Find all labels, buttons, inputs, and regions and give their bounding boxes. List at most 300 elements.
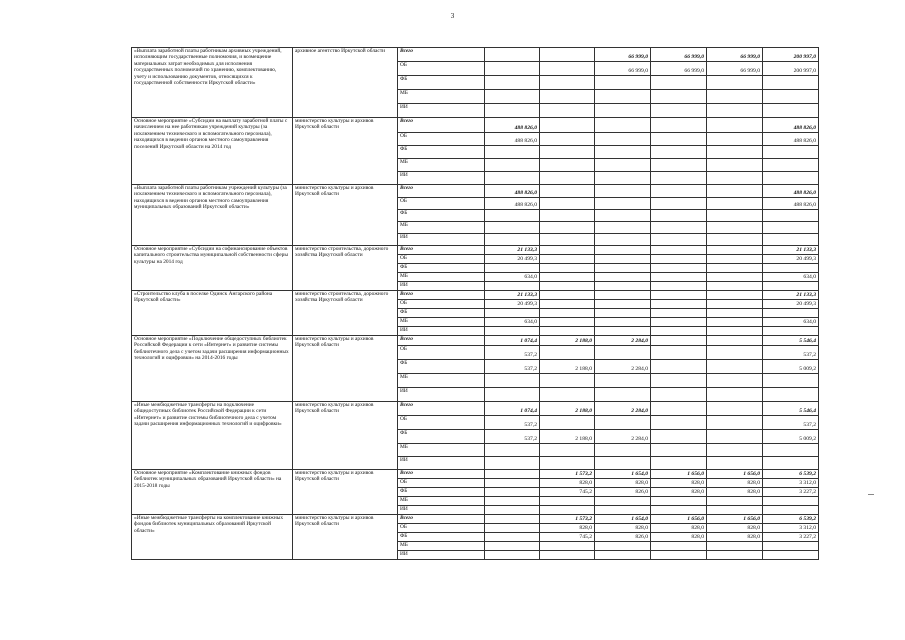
table-row	[132, 118, 819, 133]
amount-cell	[595, 388, 651, 402]
amount-cell	[707, 104, 763, 118]
amount-cell	[651, 222, 707, 234]
funding-source: Всего	[398, 336, 485, 346]
amount-cell: 3 312,0	[763, 524, 819, 533]
amount-cell	[763, 551, 819, 560]
amount-cell	[540, 90, 595, 104]
amount-cell: 828,0	[540, 479, 595, 488]
executor: министерство строительства, дорожного хозяйства Иркутской области	[293, 246, 398, 291]
amount-cell	[485, 210, 540, 222]
amount-cell: 3 227,2	[763, 533, 819, 542]
amount-cell: 828,0	[651, 533, 707, 542]
amount-cell	[595, 497, 651, 506]
amount-cell	[763, 222, 819, 234]
amount-cell	[707, 133, 763, 146]
funding-source: МБ	[398, 542, 485, 551]
amount-cell	[595, 542, 651, 551]
amount-cell	[651, 118, 707, 133]
budget-table	[131, 47, 819, 560]
funding-source: МБ	[398, 222, 485, 234]
funding-source: ОБ	[398, 416, 485, 430]
amount-cell: 537,2	[763, 346, 819, 360]
amount-cell	[485, 62, 540, 76]
amount-cell	[651, 444, 707, 457]
amount-cell	[540, 255, 595, 264]
amount-cell	[763, 146, 819, 159]
amount-cell	[485, 264, 540, 273]
amount-cell	[595, 198, 651, 210]
funding-source: МБ	[398, 273, 485, 282]
amount-cell: 21 133,3	[763, 291, 819, 300]
amount-cell	[485, 282, 540, 291]
funding-source: ОБ	[398, 524, 485, 533]
amount-cell: 745,2	[540, 533, 595, 542]
amount-cell	[595, 222, 651, 234]
funding-source: ОБ	[398, 133, 485, 146]
amount-cell: 66 999,0	[595, 48, 651, 62]
funding-source: ФБ	[398, 210, 485, 222]
amount-cell	[707, 497, 763, 506]
amount-cell	[595, 246, 651, 255]
amount-cell	[540, 159, 595, 172]
activity-name: «Иные межбюджетные трансферты на комплектование книжных фондов библиотек муниципальных образований Иркутской области»	[132, 515, 293, 560]
amount-cell	[485, 551, 540, 560]
amount-cell	[651, 551, 707, 560]
amount-cell	[707, 198, 763, 210]
funding-source: ФБ	[398, 146, 485, 159]
funding-source: ФБ	[398, 309, 485, 318]
amount-cell	[485, 172, 540, 185]
amount-cell: 488 826,0	[485, 118, 540, 133]
amount-cell	[707, 542, 763, 551]
amount-cell	[651, 506, 707, 515]
amount-cell	[651, 457, 707, 470]
amount-cell	[651, 255, 707, 264]
amount-cell	[595, 506, 651, 515]
amount-cell: 1 074,4	[485, 336, 540, 346]
amount-cell	[540, 291, 595, 300]
executor: министерство культуры и архивов Иркутской области	[293, 336, 398, 402]
funding-source: ИИ	[398, 234, 485, 246]
amount-cell	[763, 282, 819, 291]
executor: министерство культуры и архивов Иркутской области	[293, 515, 398, 560]
amount-cell	[707, 346, 763, 360]
amount-cell: 5 546,4	[763, 336, 819, 346]
amount-cell	[485, 470, 540, 479]
funding-source: МБ	[398, 90, 485, 104]
amount-cell: 21 133,3	[485, 291, 540, 300]
amount-cell: 1 656,0	[707, 470, 763, 479]
amount-cell: 6 539,2	[763, 470, 819, 479]
amount-cell	[540, 234, 595, 246]
amount-cell	[651, 416, 707, 430]
amount-cell	[651, 146, 707, 159]
funding-source: ИИ	[398, 388, 485, 402]
funding-source: Всего	[398, 470, 485, 479]
amount-cell	[540, 76, 595, 90]
amount-cell	[707, 444, 763, 457]
table-row	[132, 470, 819, 479]
amount-cell	[707, 172, 763, 185]
amount-cell	[540, 185, 595, 198]
amount-cell	[707, 336, 763, 346]
amount-cell	[651, 402, 707, 416]
amount-cell	[763, 172, 819, 185]
amount-cell: 537,2	[485, 346, 540, 360]
funding-source: Всего	[398, 515, 485, 524]
amount-cell	[707, 282, 763, 291]
amount-cell: 2 284,0	[595, 402, 651, 416]
amount-cell	[485, 497, 540, 506]
funding-source: ОБ	[398, 300, 485, 309]
amount-cell	[707, 402, 763, 416]
amount-cell	[763, 90, 819, 104]
amount-cell	[651, 374, 707, 388]
amount-cell: 200 997,0	[763, 62, 819, 76]
amount-cell: 20 499,3	[763, 255, 819, 264]
funding-source: МБ	[398, 318, 485, 327]
amount-cell	[707, 146, 763, 159]
funding-source: МБ	[398, 497, 485, 506]
amount-cell	[485, 104, 540, 118]
funding-source: МБ	[398, 444, 485, 457]
amount-cell	[763, 497, 819, 506]
amount-cell	[540, 444, 595, 457]
amount-cell: 828,0	[651, 524, 707, 533]
amount-cell: 1 654,0	[595, 515, 651, 524]
amount-cell	[540, 318, 595, 327]
amount-cell: 21 133,3	[485, 246, 540, 255]
funding-source: Всего	[398, 402, 485, 416]
amount-cell	[651, 234, 707, 246]
amount-cell	[540, 346, 595, 360]
amount-cell: 5 009,2	[763, 430, 819, 444]
amount-cell: 488 826,0	[763, 185, 819, 198]
amount-cell	[707, 309, 763, 318]
amount-cell	[485, 327, 540, 336]
amount-cell	[763, 374, 819, 388]
amount-cell	[707, 255, 763, 264]
amount-cell: 488 826,0	[763, 118, 819, 133]
amount-cell	[651, 336, 707, 346]
amount-cell: 537,2	[485, 416, 540, 430]
amount-cell: 828,0	[707, 524, 763, 533]
amount-cell	[763, 444, 819, 457]
amount-cell: 537,2	[485, 430, 540, 444]
amount-cell	[707, 360, 763, 374]
amount-cell: 1 573,2	[540, 515, 595, 524]
amount-cell	[707, 273, 763, 282]
amount-cell: 2 188,0	[540, 336, 595, 346]
amount-cell	[540, 222, 595, 234]
amount-cell	[707, 374, 763, 388]
activity-name: Основное мероприятие «Подключение общедоступных библиотек Российской Федерации к сети «Интернет» и развитие системы библиотечного дела с учетом задачи расширения информационных технологий и оцифровки» на 2014-2016 годы	[132, 336, 293, 402]
amount-cell	[651, 291, 707, 300]
amount-cell	[540, 48, 595, 62]
amount-cell	[540, 246, 595, 255]
amount-cell	[763, 76, 819, 90]
amount-cell	[707, 90, 763, 104]
amount-cell: 5 009,2	[763, 360, 819, 374]
amount-cell: 1 573,2	[540, 470, 595, 479]
activity-name: Основное мероприятие «Субсидии на выплату заработной платы с начислением на нее работникам учреждений культуры (за исключением технического и вспомогательного персонала), находящихся в ведении органов местного самоуправления поселений Иркутской области на 2014 год	[132, 118, 293, 185]
amount-cell	[651, 300, 707, 309]
funding-source: ФБ	[398, 76, 485, 90]
amount-cell	[595, 416, 651, 430]
amount-cell	[707, 234, 763, 246]
amount-cell	[763, 159, 819, 172]
amount-cell	[707, 416, 763, 430]
amount-cell: 2 188,0	[540, 402, 595, 416]
amount-cell	[540, 457, 595, 470]
table-row	[132, 246, 819, 255]
amount-cell: 828,0	[651, 488, 707, 497]
amount-cell: 2 284,0	[595, 360, 651, 374]
amount-cell	[595, 234, 651, 246]
amount-cell	[540, 497, 595, 506]
funding-source: ИИ	[398, 104, 485, 118]
amount-cell	[651, 309, 707, 318]
amount-cell	[485, 222, 540, 234]
amount-cell: 488 826,0	[763, 133, 819, 146]
amount-cell	[651, 497, 707, 506]
amount-cell	[485, 146, 540, 159]
activity-name: Основное мероприятие «Комплектование книжных фондов библиотек муниципальных образований Иркутской области» на 2015-2018 годы	[132, 470, 293, 515]
amount-cell	[763, 104, 819, 118]
amount-cell	[595, 146, 651, 159]
amount-cell	[651, 430, 707, 444]
amount-cell	[595, 273, 651, 282]
funding-source: ИИ	[398, 506, 485, 515]
amount-cell: 2 284,0	[595, 430, 651, 444]
amount-cell: 488 826,0	[485, 198, 540, 210]
funding-source: ИИ	[398, 551, 485, 560]
amount-cell	[540, 133, 595, 146]
amount-cell	[540, 388, 595, 402]
amount-cell	[540, 309, 595, 318]
amount-cell	[763, 388, 819, 402]
amount-cell: 66 999,0	[707, 48, 763, 62]
amount-cell	[595, 444, 651, 457]
amount-cell	[707, 430, 763, 444]
amount-cell	[651, 246, 707, 255]
amount-cell	[540, 172, 595, 185]
funding-source: Всего	[398, 291, 485, 300]
amount-cell	[707, 388, 763, 402]
amount-cell	[595, 255, 651, 264]
funding-source: ФБ	[398, 488, 485, 497]
amount-cell	[485, 479, 540, 488]
activity-name: «Иные межбюджетные трансферты на подключение общедоступных библиотек Российской Федерации к сети «Интернет» и развитие системы библиотечного дела с учетом задачи расширения информационных технологий и оцифровки»	[132, 402, 293, 470]
amount-cell: 828,0	[595, 479, 651, 488]
funding-source: ФБ	[398, 264, 485, 273]
amount-cell	[485, 374, 540, 388]
executor: министерство культуры и архивов Иркутской области	[293, 402, 398, 470]
amount-cell	[595, 159, 651, 172]
funding-source: Всего	[398, 118, 485, 133]
amount-cell	[595, 133, 651, 146]
amount-cell	[595, 76, 651, 90]
amount-cell	[707, 300, 763, 309]
amount-cell	[540, 273, 595, 282]
funding-source: МБ	[398, 374, 485, 388]
amount-cell	[651, 133, 707, 146]
executor: министерство культуры и архивов Иркутской области	[293, 185, 398, 246]
amount-cell	[763, 457, 819, 470]
amount-cell	[595, 172, 651, 185]
executor: министерство культуры и архивов Иркутской области	[293, 470, 398, 515]
amount-cell: 2 188,0	[540, 430, 595, 444]
amount-cell	[707, 210, 763, 222]
amount-cell	[707, 457, 763, 470]
amount-cell	[763, 264, 819, 273]
amount-cell	[595, 457, 651, 470]
amount-cell	[651, 318, 707, 327]
funding-source: ФБ	[398, 533, 485, 542]
funding-source: ОБ	[398, 198, 485, 210]
amount-cell	[651, 185, 707, 198]
executor: министерство строительства, дорожного хозяйства Иркутской области	[293, 291, 398, 336]
amount-cell: 745,2	[540, 488, 595, 497]
funding-source: ИИ	[398, 327, 485, 336]
amount-cell	[485, 524, 540, 533]
table-row	[132, 402, 819, 416]
amount-cell	[651, 388, 707, 402]
amount-cell	[540, 551, 595, 560]
amount-cell	[651, 542, 707, 551]
amount-cell: 66 999,0	[651, 62, 707, 76]
amount-cell: 634,0	[485, 273, 540, 282]
funding-source: ФБ	[398, 360, 485, 374]
amount-cell	[485, 48, 540, 62]
amount-cell	[540, 374, 595, 388]
funding-source: ФБ	[398, 430, 485, 444]
amount-cell	[707, 506, 763, 515]
amount-cell: 20 499,3	[485, 255, 540, 264]
amount-cell	[707, 551, 763, 560]
amount-cell: 3 312,0	[763, 479, 819, 488]
amount-cell	[707, 264, 763, 273]
amount-cell: 537,2	[485, 360, 540, 374]
amount-cell: 3 227,2	[763, 488, 819, 497]
amount-cell	[763, 542, 819, 551]
amount-cell	[651, 264, 707, 273]
amount-cell	[595, 551, 651, 560]
amount-cell	[595, 264, 651, 273]
amount-cell	[485, 488, 540, 497]
amount-cell: 826,0	[595, 533, 651, 542]
funding-source: МБ	[398, 159, 485, 172]
amount-cell	[595, 118, 651, 133]
amount-cell	[651, 76, 707, 90]
activity-name: «Выплата заработной платы работникам архивных учреждений, исполняющим государственные полномочия, и возмещение материальных затрат необходимых для исполнения государственных полномочий по хранению, комплектованию, учету и использованию документов, относящихся к государственной собственности Иркутской области»	[132, 48, 293, 118]
amount-cell	[595, 291, 651, 300]
amount-cell	[651, 90, 707, 104]
amount-cell	[540, 198, 595, 210]
amount-cell	[707, 76, 763, 90]
amount-cell: 488 826,0	[485, 185, 540, 198]
amount-cell: 488 826,0	[763, 198, 819, 210]
amount-cell	[707, 185, 763, 198]
amount-cell: 828,0	[707, 533, 763, 542]
amount-cell: 1 656,0	[707, 515, 763, 524]
funding-source: ОБ	[398, 346, 485, 360]
amount-cell: 6 539,2	[763, 515, 819, 524]
amount-cell	[651, 159, 707, 172]
amount-cell	[595, 309, 651, 318]
amount-cell	[651, 282, 707, 291]
amount-cell	[485, 90, 540, 104]
amount-cell: 828,0	[707, 479, 763, 488]
amount-cell: 828,0	[595, 524, 651, 533]
amount-cell	[485, 457, 540, 470]
amount-cell: 537,2	[763, 416, 819, 430]
amount-cell	[540, 542, 595, 551]
funding-source: ОБ	[398, 255, 485, 264]
margin-mark	[868, 494, 874, 495]
table-row	[132, 185, 819, 198]
amount-cell	[595, 327, 651, 336]
amount-cell	[595, 346, 651, 360]
amount-cell	[485, 533, 540, 542]
amount-cell	[485, 506, 540, 515]
amount-cell: 66 999,0	[651, 48, 707, 62]
amount-cell	[707, 159, 763, 172]
amount-cell	[651, 172, 707, 185]
amount-cell	[485, 309, 540, 318]
amount-cell: 66 999,0	[707, 62, 763, 76]
amount-cell	[540, 210, 595, 222]
funding-source: ИИ	[398, 172, 485, 185]
amount-cell	[651, 327, 707, 336]
amount-cell: 5 546,4	[763, 402, 819, 416]
amount-cell	[763, 234, 819, 246]
amount-cell	[763, 210, 819, 222]
table-row	[132, 291, 819, 300]
amount-cell	[540, 104, 595, 118]
amount-cell: 634,0	[485, 318, 540, 327]
funding-source: Всего	[398, 246, 485, 255]
amount-cell	[595, 185, 651, 198]
amount-cell	[485, 542, 540, 551]
amount-cell	[595, 300, 651, 309]
funding-source: Всего	[398, 185, 485, 198]
amount-cell: 1 654,0	[595, 470, 651, 479]
amount-cell: 1 074,4	[485, 402, 540, 416]
amount-cell	[485, 159, 540, 172]
amount-cell	[540, 264, 595, 273]
amount-cell	[595, 104, 651, 118]
amount-cell	[540, 327, 595, 336]
amount-cell: 20 499,3	[485, 300, 540, 309]
amount-cell	[651, 360, 707, 374]
amount-cell	[485, 234, 540, 246]
funding-source: ОБ	[398, 62, 485, 76]
amount-cell: 1 656,0	[651, 515, 707, 524]
amount-cell: 826,0	[595, 488, 651, 497]
amount-cell: 488 826,0	[485, 133, 540, 146]
funding-source: ИИ	[398, 457, 485, 470]
table-row	[132, 336, 819, 346]
amount-cell	[540, 300, 595, 309]
funding-source: Всего	[398, 48, 485, 62]
amount-cell	[707, 327, 763, 336]
amount-cell	[540, 146, 595, 159]
amount-cell	[651, 273, 707, 282]
amount-cell: 634,0	[763, 273, 819, 282]
amount-cell	[707, 246, 763, 255]
amount-cell	[485, 76, 540, 90]
